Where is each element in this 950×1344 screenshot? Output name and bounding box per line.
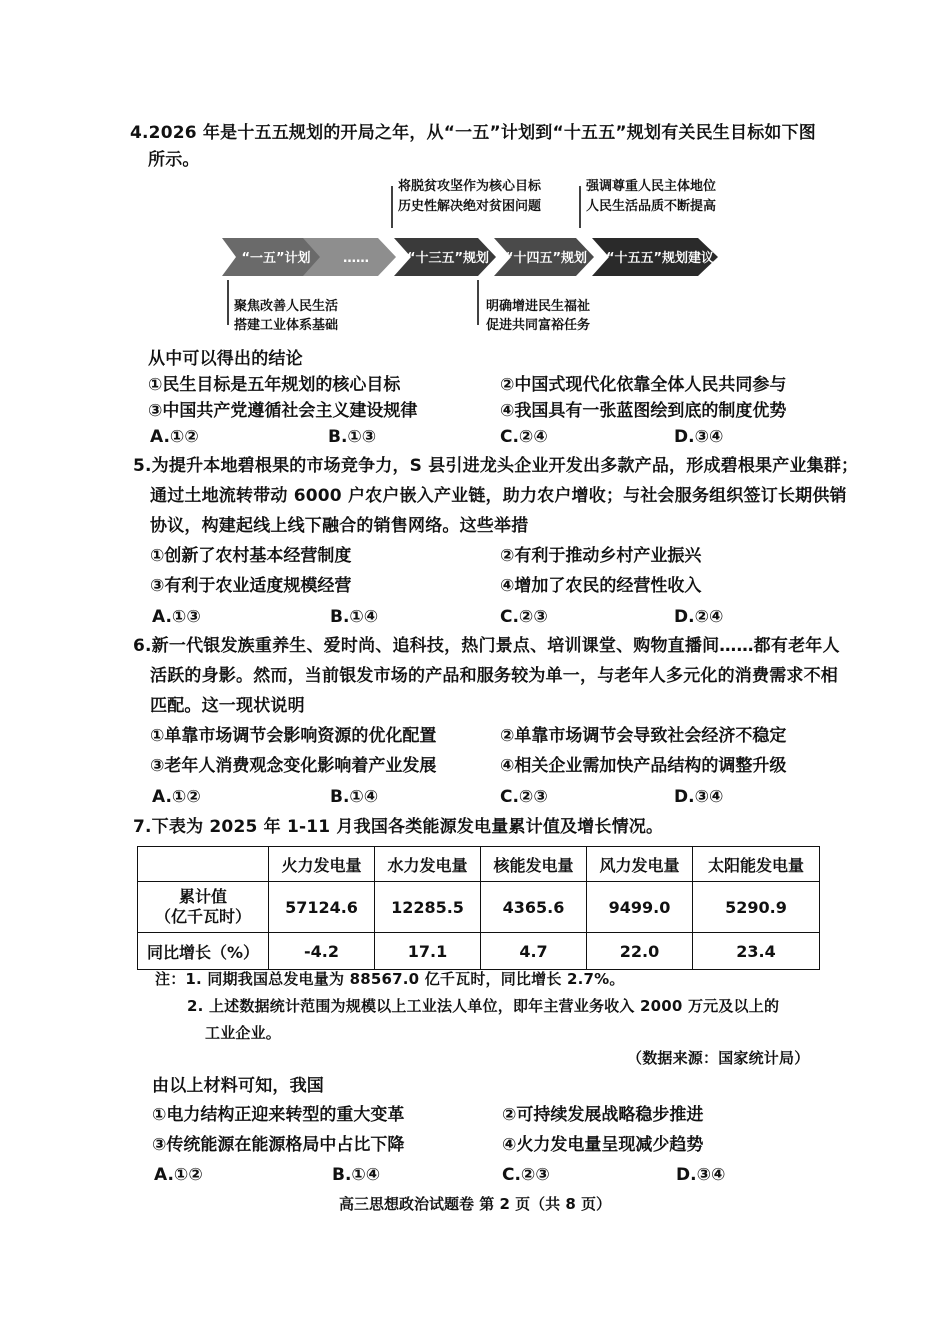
timeline-note: 聚焦改善人民生活: [234, 299, 339, 314]
table-cell: 22.0: [587, 933, 693, 970]
timeline-stage-label: “十四五”规划: [504, 251, 588, 266]
table-cell: 57124.6: [269, 882, 375, 933]
q7-lead: 由以上材料可知，我国: [152, 1076, 324, 1096]
q4-choice: D.③④: [674, 427, 724, 447]
q5-item: ④增加了农民的经营性收入: [500, 576, 702, 596]
timeline-note: 明确增进民生福祉: [486, 299, 591, 314]
q6-item: ①单靠市场调节会影响资源的优化配置: [150, 726, 437, 746]
q7-item: ③传统能源在能源格局中占比下降: [152, 1135, 405, 1155]
timeline-note: 将脱贫攻坚作为核心目标: [398, 179, 542, 194]
q6-item: ②单靠市场调节会导致社会经济不稳定: [500, 726, 787, 746]
q4-stem-line1: 4.2026 年是十五五规划的开局之年，从“一五”计划到“十五五”规划有关民生目标如下图: [130, 123, 817, 143]
q7-note2-line1: 2. 上述数据统计范围为规模以上工业法人单位，即年主营业务收入 2000 万元及以上的: [187, 997, 780, 1015]
table-header-cell: 火力发电量: [269, 847, 375, 882]
q4-choice: B.①③: [328, 427, 377, 447]
q4-item: ①民生目标是五年规划的核心目标: [148, 375, 401, 395]
page-footer: 高三思想政治试题卷 第 2 页（共 8 页）: [339, 1195, 611, 1213]
q5-stem-line3: 协议，构建起线上线下融合的销售网络。这些举措: [150, 516, 529, 536]
q7-note1: 注：1. 同期我国总发电量为 88567.0 亿千瓦时，同比增长 2.7%。: [155, 970, 625, 988]
q7-source: （数据来源：国家统计局）: [627, 1049, 810, 1067]
q5-choice: D.②④: [674, 607, 724, 627]
q4-item: ②中国式现代化依靠全体人民共同参与: [500, 375, 787, 395]
table-cell: 4.7: [481, 933, 587, 970]
q5-choice: B.①④: [330, 607, 379, 627]
q4-choice: A.①②: [150, 427, 199, 447]
q6-item: ④相关企业需加快产品结构的调整升级: [500, 756, 787, 776]
table-row-label: 同比增长（%）: [138, 933, 269, 970]
table-cell: 5290.9: [693, 882, 820, 933]
q7-stem: 7.下表为 2025 年 1-11 月我国各类能源发电量累计值及增长情况。: [133, 817, 664, 837]
q7-choice: D.③④: [676, 1165, 726, 1185]
table-cell: 9499.0: [587, 882, 693, 933]
q6-choice: C.②③: [500, 787, 548, 807]
table-header-cell: 水力发电量: [375, 847, 481, 882]
timeline-note: 强调尊重人民主体地位: [586, 179, 717, 194]
table-header-cell: 太阳能发电量: [693, 847, 820, 882]
table-header-cell: 风力发电量: [587, 847, 693, 882]
q5-item: ③有利于农业适度规模经营: [150, 576, 352, 596]
timeline-stage-label: “十五五”规划建议: [605, 251, 715, 266]
timeline-note: 搭建工业体系基础: [234, 318, 339, 333]
table-cell: -4.2: [269, 933, 375, 970]
table-cell: 17.1: [375, 933, 481, 970]
q5-stem-line1: 5.为提升本地碧根果的市场竞争力，S 县引进龙头企业开发出多款产品，形成碧根果产业集群；: [133, 456, 859, 476]
q7-item: ①电力结构正迎来转型的重大变革: [152, 1105, 405, 1125]
q7-choice: B.①④: [332, 1165, 381, 1185]
q4-item: ④我国具有一张蓝图绘到底的制度优势: [500, 401, 787, 421]
table-cell: 23.4: [693, 933, 820, 970]
q6-stem-line3: 匹配。这一现状说明: [150, 696, 305, 716]
q7-choice: C.②③: [502, 1165, 550, 1185]
timeline-stage-label: “十三五”规划: [406, 251, 490, 266]
timeline-note: 人民生活品质不断提高: [586, 199, 717, 214]
table-corner-cell: [138, 847, 269, 882]
q5-choice: C.②③: [500, 607, 548, 627]
timeline-stage-label: “一五”计划: [241, 251, 311, 266]
table-row: [138, 882, 820, 933]
q5-choice: A.①③: [152, 607, 201, 627]
q5-stem-line2: 通过土地流转带动 6000 户农户嵌入产业链，助力农户增收；与社会服务组织签订长期供销: [150, 486, 847, 506]
table-cell: 4365.6: [481, 882, 587, 933]
timeline-note: 历史性解决绝对贫困问题: [398, 199, 542, 214]
q4-choice: C.②④: [500, 427, 548, 447]
q6-stem-line1: 6.新一代银发族重养生、爱时尚、追科技，热门景点、培训课堂、购物直播间……都有老年人: [133, 636, 840, 656]
q6-stem-line2: 活跃的身影。然而，当前银发市场的产品和服务较为单一，与老年人多元化的消费需求不相: [150, 666, 838, 686]
table-row: [138, 933, 820, 970]
timeline-diagram: [0, 0, 950, 360]
q6-item: ③老年人消费观念变化影响着产业发展: [150, 756, 437, 776]
q7-choice: A.①②: [154, 1165, 203, 1185]
q7-item: ②可持续发展战略稳步推进: [502, 1105, 704, 1125]
q4-stem-line2: 所示。: [148, 150, 200, 170]
q7-note2-line2: 工业企业。: [205, 1024, 282, 1042]
table-header-cell: 核能发电量: [481, 847, 587, 882]
table-header-row: [138, 847, 820, 882]
q4-lead: 从中可以得出的结论: [148, 349, 303, 369]
table-row-label: [138, 882, 269, 933]
energy-table: [137, 846, 820, 970]
q6-choice: A.①②: [152, 787, 201, 807]
row-label-line: （亿千瓦时）: [154, 907, 251, 926]
q5-item: ②有利于推动乡村产业振兴: [500, 546, 702, 566]
q4-item: ③中国共产党遵循社会主义建设规律: [148, 401, 418, 421]
timeline-stage-label: ……: [343, 251, 369, 266]
row-label-line: 累计值: [178, 887, 227, 906]
q5-item: ①创新了农村基本经营制度: [150, 546, 352, 566]
q6-choice: B.①④: [330, 787, 379, 807]
timeline-note: 促进共同富裕任务: [486, 318, 591, 333]
table-cell: 12285.5: [375, 882, 481, 933]
q7-item: ④火力发电量呈现减少趋势: [502, 1135, 704, 1155]
q6-choice: D.③④: [674, 787, 724, 807]
